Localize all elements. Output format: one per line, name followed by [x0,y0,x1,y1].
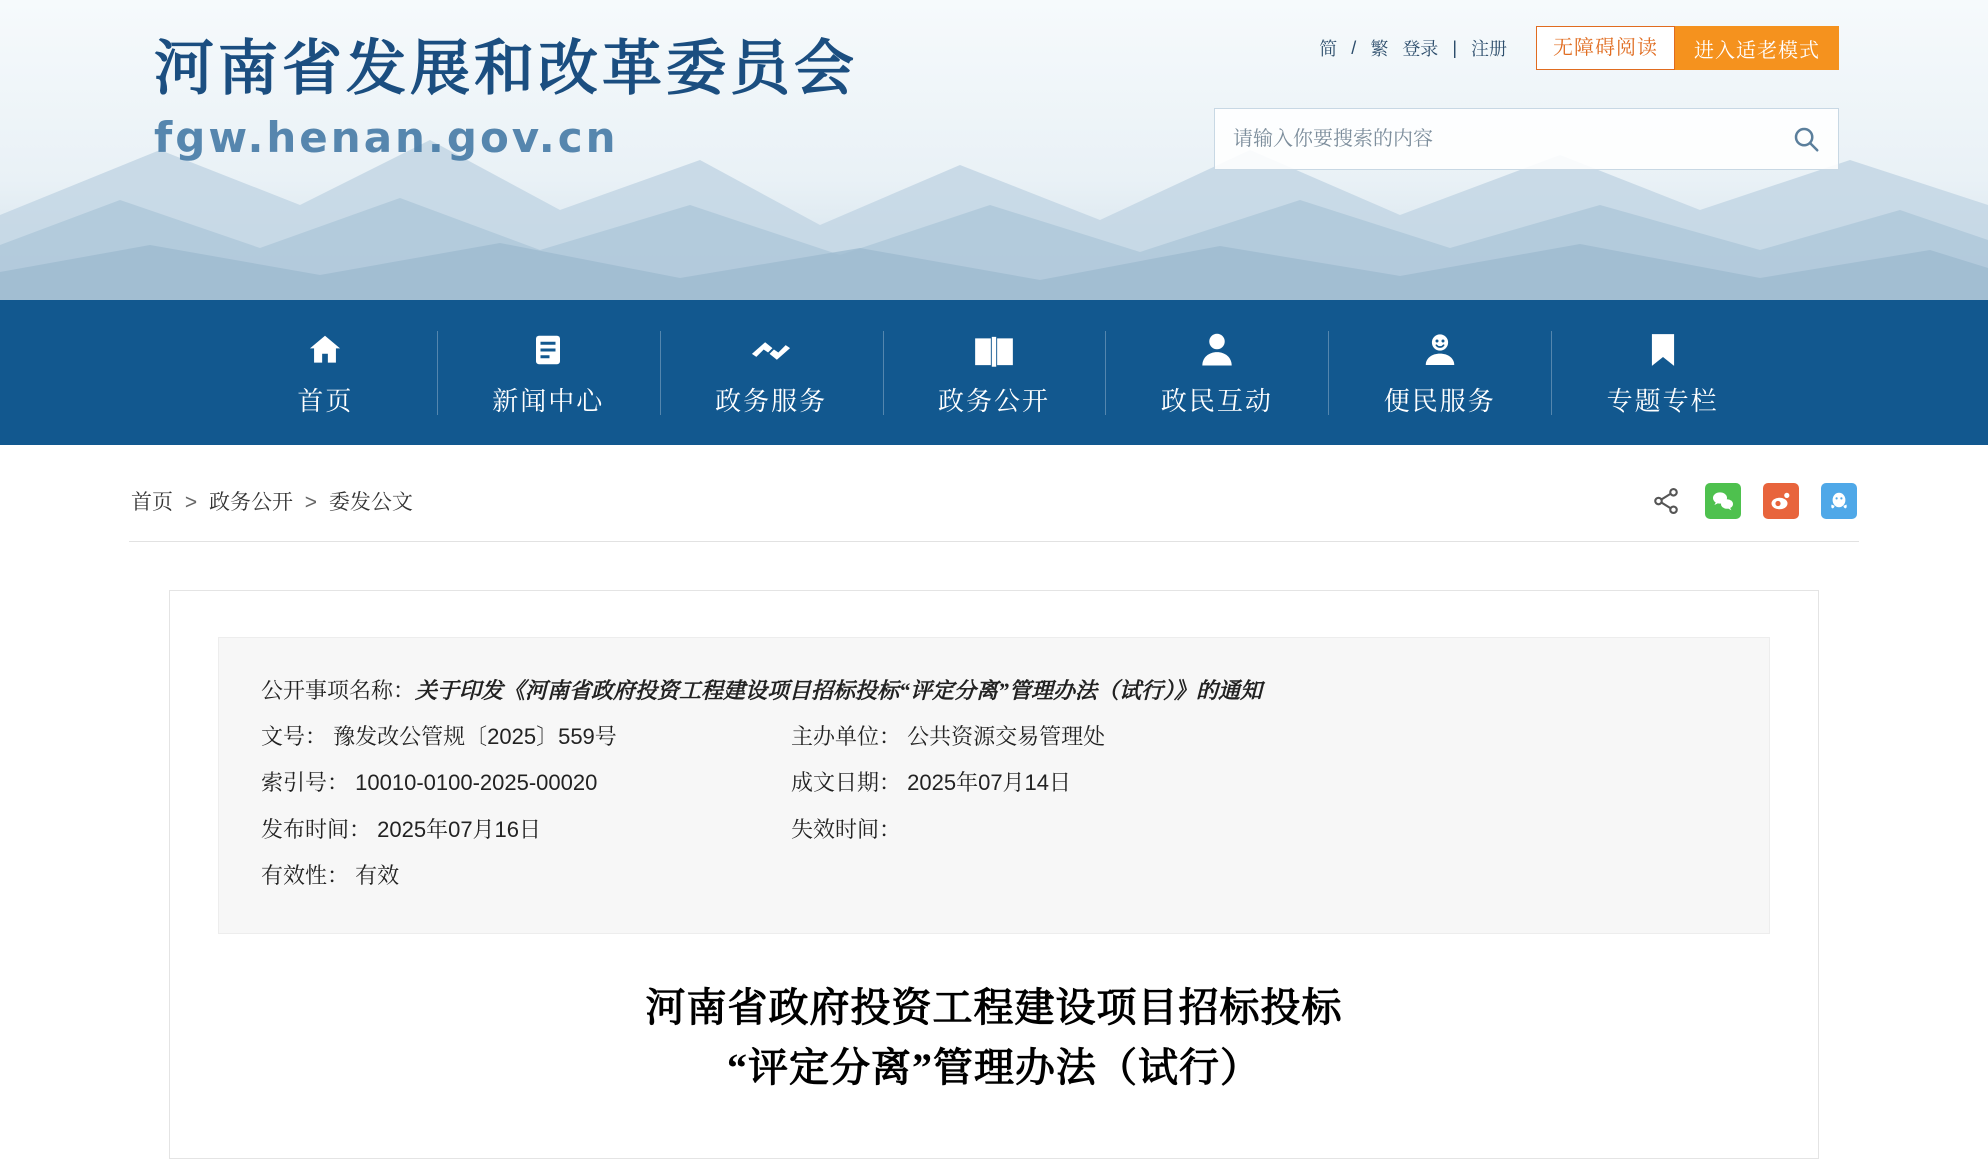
accessible-reading-button[interactable]: 无障碍阅读 [1536,26,1675,70]
meta-cell-writtendate [791,760,1071,806]
link-register[interactable]: 注册 [1471,39,1507,59]
share-nodes-icon[interactable] [1649,484,1683,518]
nav-label: 便民服务 [1383,386,1496,416]
document-title-line2: “评定分离”管理办法（试行） [727,1044,1261,1090]
meta-cell-publish [261,807,791,853]
search-icon [1791,124,1821,154]
search-button[interactable] [1774,109,1838,169]
nav-label: 政务服务 [715,386,828,416]
meta-label-writtendate: 成文日期： [791,770,902,796]
nav-item-citizen-interaction[interactable] [1105,323,1328,423]
meta-row-docno-host [261,714,1727,760]
meta-value-index: 10010-0100-2025-00020 [355,770,598,796]
meta-cell-validity [261,853,791,899]
nav-item-government-disclosure[interactable] [883,323,1106,423]
link-login[interactable]: 登录 [1402,39,1439,59]
bookmark-icon [1647,327,1679,369]
meta-row-publish-expire [261,807,1727,853]
account-separator: | [1452,37,1457,58]
breadcrumb-separator: > [304,491,318,514]
meta-label-name: 公开事项名称： [261,678,416,703]
nav-item-home[interactable] [214,323,437,423]
article-card [169,590,1819,1159]
meta-value-validity: 有效 [355,862,400,888]
header-utility-bar [1312,26,1839,70]
meta-row-name [261,668,1727,714]
document-metadata-box [218,637,1770,934]
meta-row-validity [261,853,1727,899]
meta-value-publish: 2025年07月16日 [377,816,542,842]
nav-label: 新闻中心 [492,386,605,416]
meta-value-host: 公共资源交易管理处 [907,724,1106,750]
search-input[interactable] [1215,128,1774,151]
share-bar [1649,483,1857,519]
meta-cell-expire [791,807,901,853]
service-hands-icon [749,327,793,369]
breadcrumb-section [129,445,1859,542]
nav-item-government-service[interactable] [660,323,883,423]
document-title [218,978,1770,1098]
lang-separator: / [1351,37,1357,58]
document-title-line1: 河南省政府投资工程建设项目招标投标 [645,984,1343,1030]
nav-item-news-center[interactable] [437,323,660,423]
wechat-icon[interactable] [1705,483,1741,519]
meta-cell-docno [261,714,791,760]
meta-label-expire: 失效时间： [791,816,902,842]
elder-mode-button[interactable]: 进入适老模式 [1675,26,1839,70]
meta-cell-host [791,714,1105,760]
meta-value-name: 关于印发《河南省政府投资工程建设项目招标投标“评定分离”管理办法（试行）》的通知 [415,678,1263,703]
meta-row-index-writtendate [261,760,1727,806]
breadcrumb [131,486,413,516]
meta-cell-index [261,760,791,806]
search-box[interactable] [1214,108,1839,170]
breadcrumb-separator: > [184,491,198,514]
nav-item-convenience-service[interactable] [1328,323,1551,423]
site-domain: fgw.henan.gov.cn [154,113,619,162]
main-navigation [0,300,1988,445]
nav-label: 政民互动 [1160,386,1273,416]
nav-label: 首页 [297,386,354,416]
link-simplified[interactable]: 简 [1319,39,1338,59]
breadcrumb-item-home[interactable]: 首页 [131,491,173,514]
meta-label-docno: 文号： [261,724,328,750]
smiley-person-icon [1422,327,1458,369]
nav-label: 政务公开 [938,386,1051,416]
breadcrumb-item-committee-documents[interactable]: 委发公文 [328,491,413,514]
home-icon [305,327,345,369]
nav-label: 专题专栏 [1606,386,1719,416]
language-and-account-links [1312,35,1514,61]
site-logo[interactable] [154,32,858,162]
meta-label-validity: 有效性： [261,862,350,888]
site-header [0,0,1988,300]
link-traditional[interactable]: 繁 [1370,39,1389,59]
weibo-icon[interactable] [1763,483,1799,519]
meta-value-writtendate: 2025年07月14日 [907,770,1072,796]
site-title: 河南省发展和改革委员会 [154,34,858,104]
breadcrumb-item-disclosure[interactable]: 政务公开 [208,491,293,514]
person-icon [1200,327,1234,369]
nav-item-special-column[interactable] [1551,323,1774,423]
open-book-icon [972,327,1016,369]
meta-value-docno: 豫发改公管规〔2025〕559号 [333,724,617,750]
news-icon [530,327,566,369]
meta-label-host: 主办单位： [791,724,902,750]
meta-label-index: 索引号： [261,770,350,796]
qq-icon[interactable] [1821,483,1857,519]
meta-label-publish: 发布时间： [261,816,372,842]
